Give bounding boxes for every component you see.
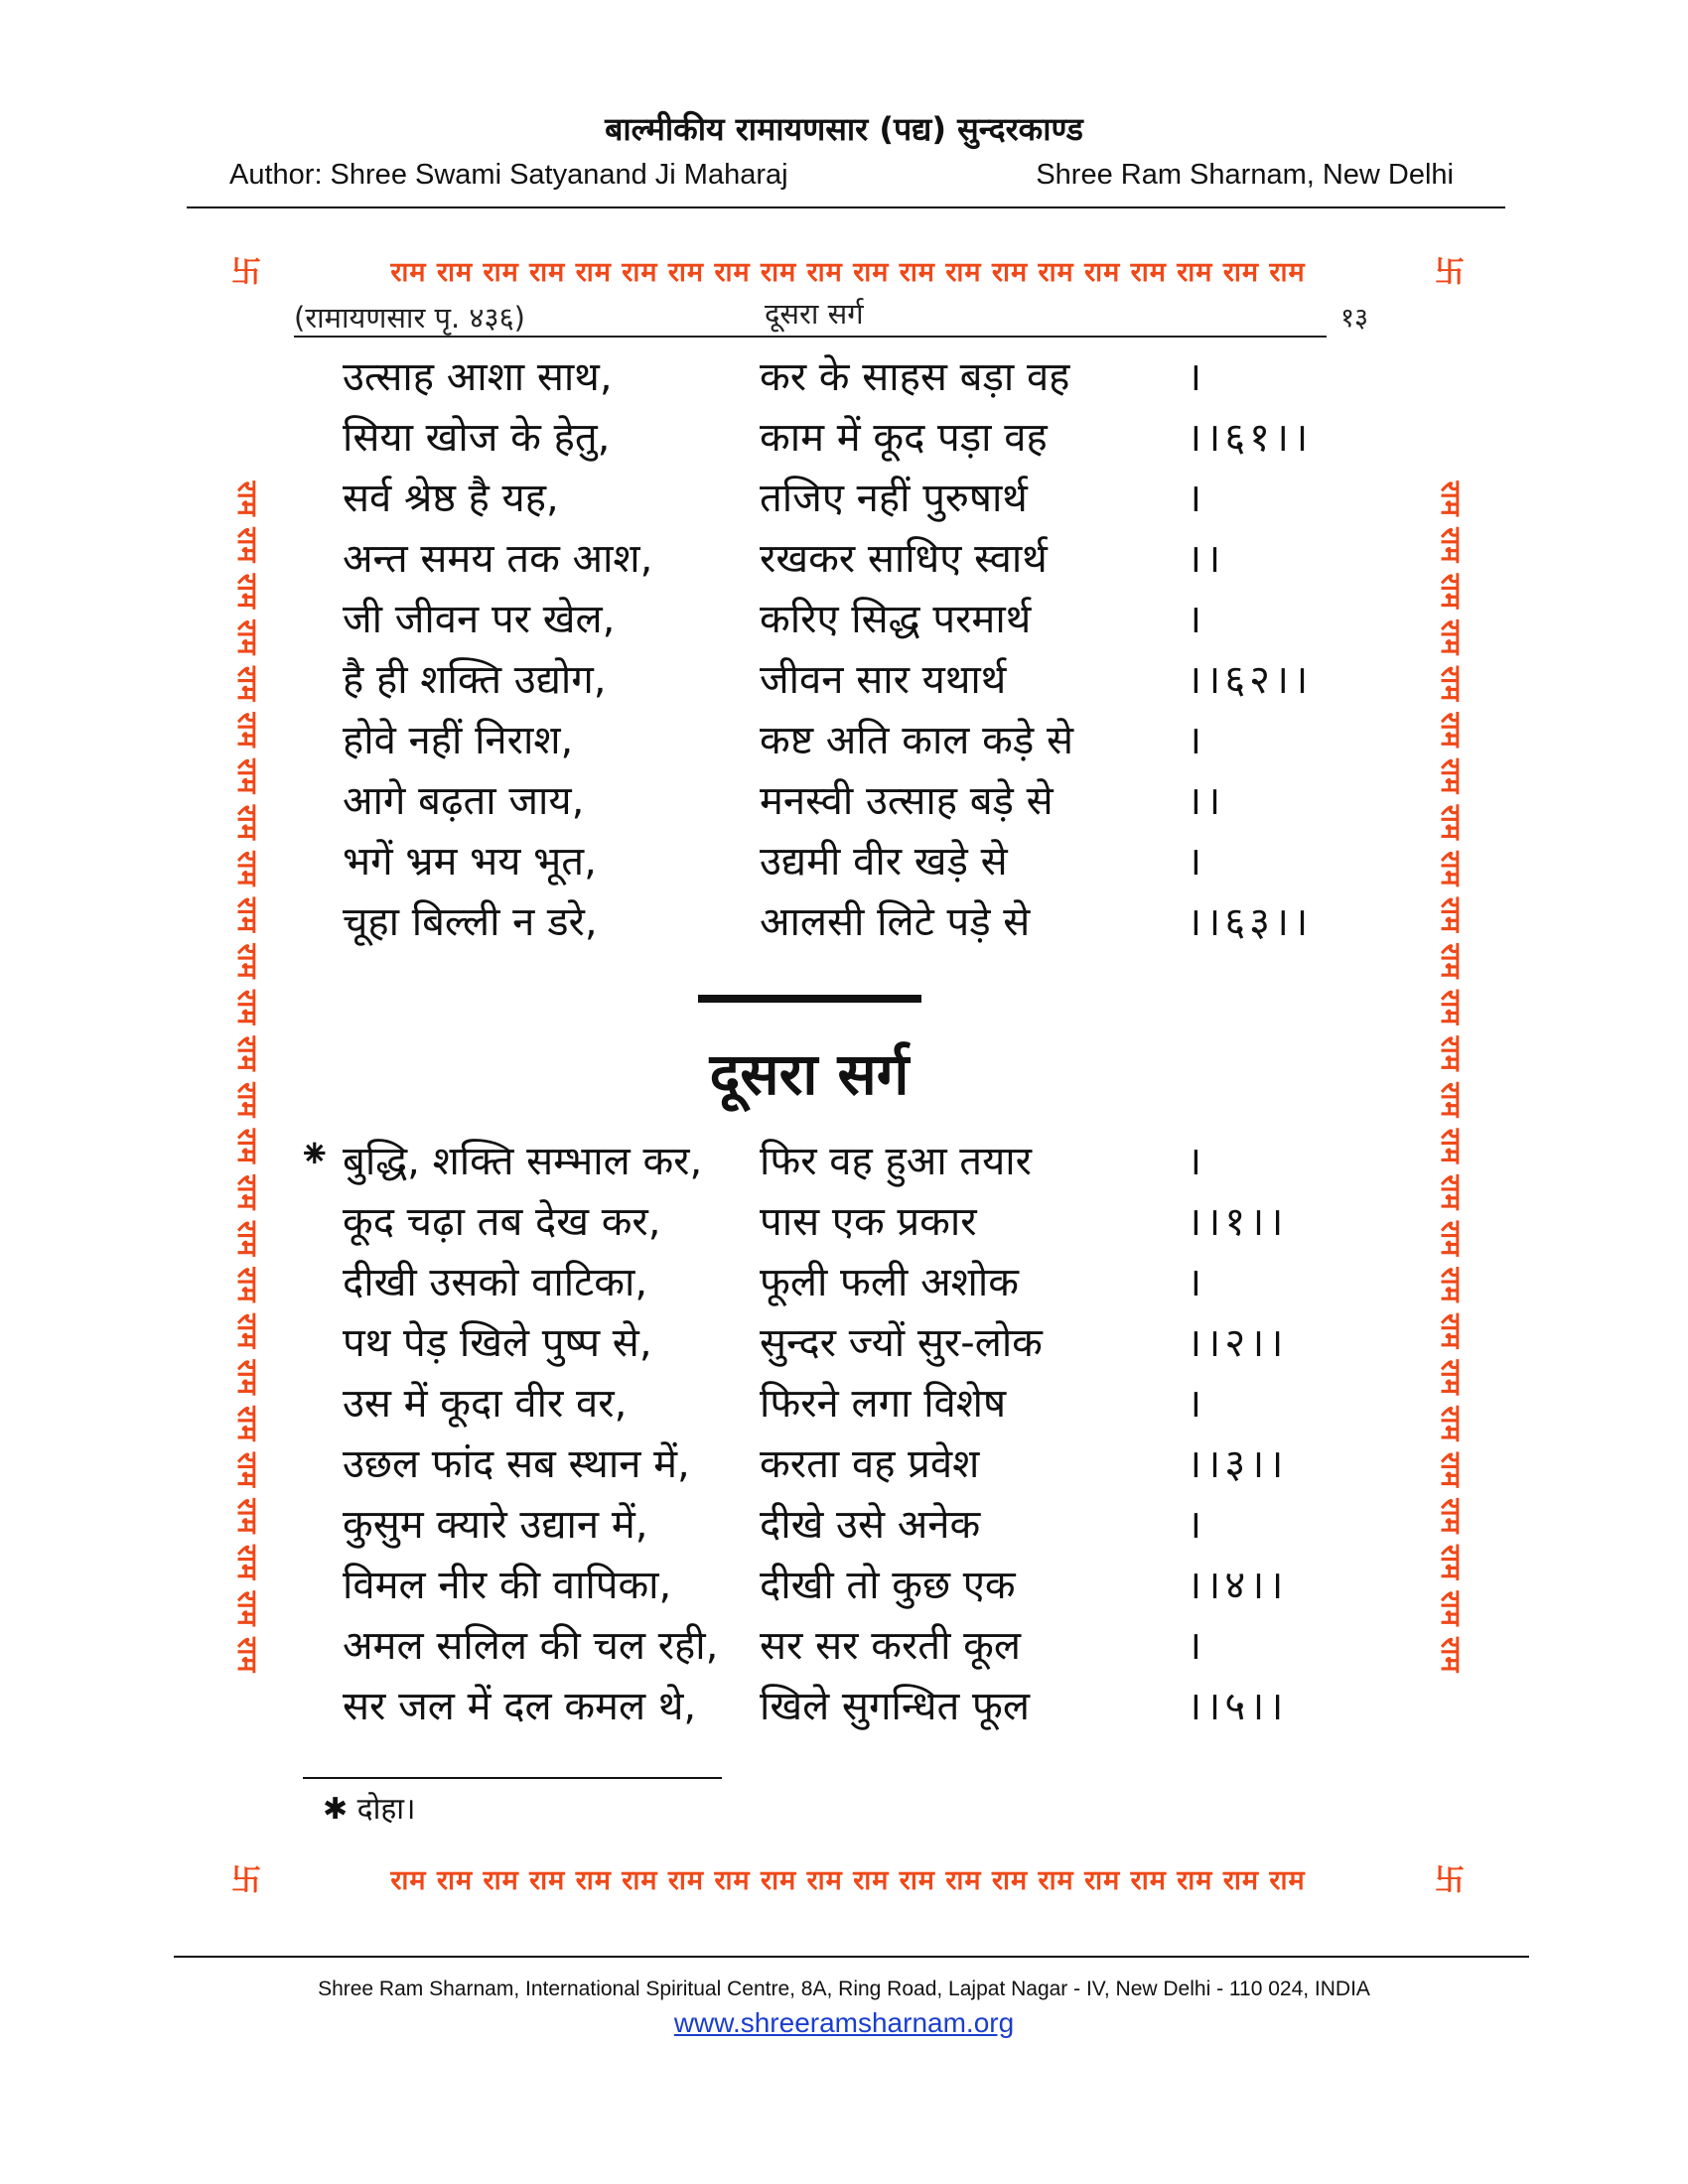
verse-first-half: कुसुम क्यारे उद्यान में, xyxy=(343,1502,648,1548)
verse-marker: ।। xyxy=(1187,778,1225,824)
verse-marker: । xyxy=(1187,1260,1206,1305)
verse-marker: ।।४।। xyxy=(1187,1563,1288,1608)
asterisk-mark: ⁕ xyxy=(298,1132,332,1177)
verse-second-half: उद्यमी वीर खड़े से xyxy=(760,839,1008,885)
verse-first-half: कूद चढ़ा तब देख कर, xyxy=(343,1199,661,1245)
verse-marker: ।।२।। xyxy=(1187,1320,1288,1366)
verse-marker: । xyxy=(1187,597,1206,642)
verse-first-half: उस में कूदा वीर वर, xyxy=(343,1381,628,1427)
verse-second-half: रखकर साधिए स्वार्थ xyxy=(760,536,1048,582)
page-reference: (रामायणसार पृ. ४३६) xyxy=(294,301,525,335)
verse-marker: । xyxy=(1187,476,1206,521)
verse-second-half: तजिए नहीं पुरुषार्थ xyxy=(760,476,1028,521)
publisher-line: Shree Ram Sharnam, New Delhi xyxy=(1036,159,1454,191)
verse-second-half: खिले सुगन्धित फूल xyxy=(760,1684,1030,1729)
verse-line xyxy=(0,1677,1688,1736)
verse-line xyxy=(0,347,1688,407)
verse-first-half: अमल सलिल की चल रही, xyxy=(343,1623,719,1669)
verse-second-half: दीखी तो कुछ एक xyxy=(760,1563,1016,1608)
verse-first-half: सर जल में दल कमल थे, xyxy=(343,1684,697,1729)
footnote: ✱ दोहा। xyxy=(323,1792,416,1827)
swastika-icon: 卐 xyxy=(231,1863,261,1898)
verse-second-half: जीवन सार यथार्थ xyxy=(760,657,1007,703)
verse-marker: । xyxy=(1187,718,1206,763)
verse-marker: । xyxy=(1187,354,1206,400)
verse-marker: ।। xyxy=(1187,536,1225,582)
swastika-icon: 卐 xyxy=(231,255,261,290)
verse-marker: ।।१।। xyxy=(1187,1199,1288,1245)
verse-second-half: मनस्वी उत्साह बड़े से xyxy=(760,778,1054,824)
swastika-icon: 卐 xyxy=(1435,1863,1465,1898)
verse-line xyxy=(0,590,1688,649)
verse-marker: ।।६१।। xyxy=(1187,415,1313,461)
verse-line xyxy=(0,1616,1688,1676)
verse-line xyxy=(0,1556,1688,1615)
verse-line xyxy=(0,1253,1688,1312)
footer-divider xyxy=(174,1956,1529,1958)
chapter-heading: दूसरा सर्ग xyxy=(709,1040,910,1108)
verse-first-half: उत्साह आशा साथ, xyxy=(343,354,613,400)
border-left-text: राम राम राम राम राम राम राम राम राम राम राम राम राम राम राम राम राम राम राम राम राम राम राम राम राम राम xyxy=(231,480,262,1674)
footnote-rule xyxy=(303,1777,722,1779)
verse-marker: ।।५।। xyxy=(1187,1684,1288,1729)
page-number: १३ xyxy=(1340,303,1369,334)
verse-marker: ।।६३।। xyxy=(1187,899,1313,945)
verse-line xyxy=(0,529,1688,589)
verse-second-half: फूली फली अशोक xyxy=(760,1260,1019,1305)
author-line: Author: Shree Swami Satyanand Ji Maharaj xyxy=(229,159,788,191)
verse-marker: ।।३।। xyxy=(1187,1441,1288,1487)
verse-line xyxy=(0,1434,1688,1494)
verse-marker: । xyxy=(1187,1623,1206,1669)
swastika-icon: 卐 xyxy=(1435,255,1465,290)
verse-marker: । xyxy=(1187,1502,1206,1548)
running-header-rule xyxy=(294,336,1327,338)
verse-first-half: बुद्धि, शक्ति सम्भाल कर, xyxy=(343,1139,703,1184)
verse-first-half: होवे नहीं निराश, xyxy=(343,718,574,763)
verse-first-half: दीखी उसको वाटिका, xyxy=(343,1260,648,1305)
verse-first-half: पथ पेड़ खिले पुष्प से, xyxy=(343,1320,652,1366)
website-link[interactable]: www.shreeramsharnam.org xyxy=(673,2007,1015,2038)
running-chapter-title: दूसरा सर्ग xyxy=(765,297,864,331)
verse-second-half: आलसी लिटे पड़े से xyxy=(760,899,1031,945)
verse-second-half: फिर वह हुआ तयार xyxy=(760,1139,1033,1184)
verse-line xyxy=(0,408,1688,468)
section-separator xyxy=(698,995,921,1003)
verse-line xyxy=(0,711,1688,770)
verse-first-half: आगे बढ़ता जाय, xyxy=(343,778,585,824)
verse-line xyxy=(0,1192,1688,1252)
verse-marker: । xyxy=(1187,1139,1206,1184)
verse-line xyxy=(0,650,1688,710)
verse-marker: । xyxy=(1187,1381,1206,1427)
verse-second-half: पास एक प्रकार xyxy=(760,1199,977,1245)
verse-marker: ।।६२।। xyxy=(1187,657,1313,703)
verse-second-half: करता वह प्रवेश xyxy=(760,1441,980,1487)
verse-first-half: जी जीवन पर खेल, xyxy=(343,597,616,642)
border-right-text: राम राम राम राम राम राम राम राम राम राम राम राम राम राम राम राम राम राम राम राम राम राम राम राम राम राम xyxy=(1435,480,1466,1674)
verse-line xyxy=(0,1374,1688,1433)
verse-second-half: फिरने लगा विशेष xyxy=(760,1381,1007,1427)
verse-first-half: सर्व श्रेष्ठ है यह, xyxy=(343,476,559,521)
verse-second-half: सुन्दर ज्यों सुर-लोक xyxy=(760,1320,1043,1366)
verse-line xyxy=(0,469,1688,528)
header-divider xyxy=(187,206,1505,208)
verse-first-half: अन्त समय तक आश, xyxy=(343,536,653,582)
verse-marker: । xyxy=(1187,839,1206,885)
verse-first-half: चूहा बिल्ली न डरे, xyxy=(343,899,598,945)
verse-first-half: विमल नीर की वापिका, xyxy=(343,1563,672,1608)
verse-second-half: करिए सिद्ध परमार्थ xyxy=(760,597,1032,642)
verse-second-half: काम में कूद पड़ा वह xyxy=(760,415,1048,461)
verse-line xyxy=(0,1132,1688,1191)
verse-line xyxy=(0,892,1688,952)
verse-line xyxy=(0,1495,1688,1555)
verse-first-half: है ही शक्ति उद्योग, xyxy=(343,657,607,703)
verse-second-half: कष्ट अति काल कड़े से xyxy=(760,718,1074,763)
border-top-ram: राम राम राम राम राम राम राम राम राम राम राम राम राम राम राम राम राम राम राम राम xyxy=(390,257,1306,288)
verse-line xyxy=(0,771,1688,831)
verse-second-half: दीखे उसे अनेक xyxy=(760,1502,981,1548)
verse-second-half: सर सर करती कूल xyxy=(760,1623,1022,1669)
document-title: बाल्मीकीय रामायणसार (पद्य) सुन्दरकाण्ड xyxy=(605,110,1083,148)
border-bottom-ram: राम राम राम राम राम राम राम राम राम राम राम राम राम राम राम राम राम राम राम राम xyxy=(390,1865,1306,1896)
verse-line xyxy=(0,832,1688,891)
verse-first-half: सिया खोज के हेतु, xyxy=(343,415,611,461)
verse-first-half: उछल फांद सब स्थान में, xyxy=(343,1441,690,1487)
verse-second-half: कर के साहस बड़ा वह xyxy=(760,354,1070,400)
verse-first-half: भगें भ्रम भय भूत, xyxy=(343,839,597,885)
verse-line xyxy=(0,1313,1688,1373)
footer-address: Shree Ram Sharnam, International Spiritual Centre, 8A, Ring Road, Lajpat Nagar - IV, New Delhi - 110 024, INDIA xyxy=(318,1978,1370,2000)
